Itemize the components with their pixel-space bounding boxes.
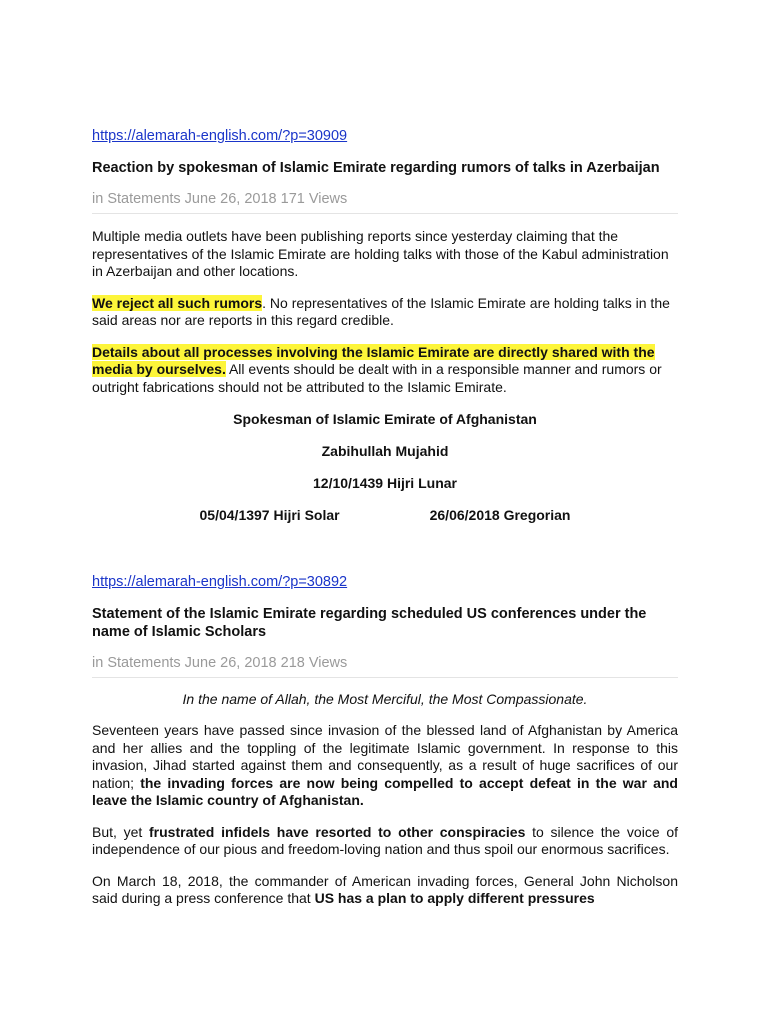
article-2-paragraph-1: [92, 722, 678, 810]
article-2: [92, 573, 678, 908]
paragraph-text: But, yet: [92, 823, 150, 840]
highlighted-text: We reject all such rumors: [92, 294, 263, 311]
date-lunar: 12/10/1439 Hijri Lunar: [313, 475, 457, 491]
paragraph-text: On March 18, 2018, the commander of American invading forces, General John Nicholson said during a press conference that: [92, 872, 678, 906]
paragraph-text: . No representatives of the Islamic Emirate are holding talks in the said areas nor are reports in this regard credible.: [92, 294, 670, 328]
article-2-paragraph-3: [92, 873, 678, 908]
article-1-meta: in Statements June 26, 2018 171 Views: [92, 190, 678, 214]
article-1-paragraph-2: [92, 295, 678, 330]
bold-text: US has a plan to apply different pressures: [314, 890, 595, 906]
signature-title: Spokesman of Islamic Emirate of Afghanistan: [233, 411, 537, 427]
highlighted-text: Details about all processes involving the Islamic Emirate are directly shared with the media by ourselves.: [92, 343, 655, 377]
article-2-meta: in Statements June 26, 2018 218 Views: [92, 654, 678, 678]
opening-line: In the name of Allah, the Most Merciful, the Most Compassionate.: [182, 691, 588, 707]
article-1-paragraph-1: Multiple media outlets have been publishing reports since yesterday claiming that the representatives of the Islamic Emirate are holding talks with those of the Kabul administration in Azerbaijan and other locations.: [92, 228, 669, 279]
paragraph-text: All events should be dealt with in a responsible manner and rumors or outright fabrications should not be attributed to the Islamic Emirate.: [92, 361, 662, 395]
paragraph-text: to silence the voice of independence of our pious and freedom-loving nation and thus spoil our enormous sacrifices.: [92, 823, 679, 857]
article-1-link[interactable]: https://alemarah-english.com/?p=30909: [92, 128, 348, 144]
article-1-paragraph-3: [92, 344, 678, 397]
date-gregorian: 26/06/2018 Gregorian: [429, 507, 571, 523]
paragraph-text: Seventeen years have passed since invasion of the blessed land of Afghanistan by America and her allies and the toppling of the legitimate Islamic government. In response to this invasion, Jihad started against them and consequently, as a result of huge sacrifices of our nation;: [92, 722, 678, 791]
date-solar: 05/04/1397 Hijri Solar: [199, 507, 340, 523]
bold-text: the invading forces are now being compelled to accept defeat in the war and leave the Islamic country of Afghanistan.: [92, 774, 678, 808]
article-2-link[interactable]: https://alemarah-english.com/?p=30892: [92, 574, 348, 590]
article-2-title: Statement of the Islamic Emirate regarding scheduled US conferences under the name of Islamic Scholars: [92, 606, 647, 640]
article-2-paragraph-2: [92, 824, 678, 859]
article-1: [92, 127, 678, 524]
article-1-title: Reaction by spokesman of Islamic Emirate regarding rumors of talks in Azerbaijan: [92, 160, 660, 176]
bold-text: frustrated infidels have resorted to other conspiracies: [149, 823, 526, 840]
signature-name: Zabihullah Mujahid: [321, 443, 449, 459]
dates-row: [92, 506, 678, 524]
